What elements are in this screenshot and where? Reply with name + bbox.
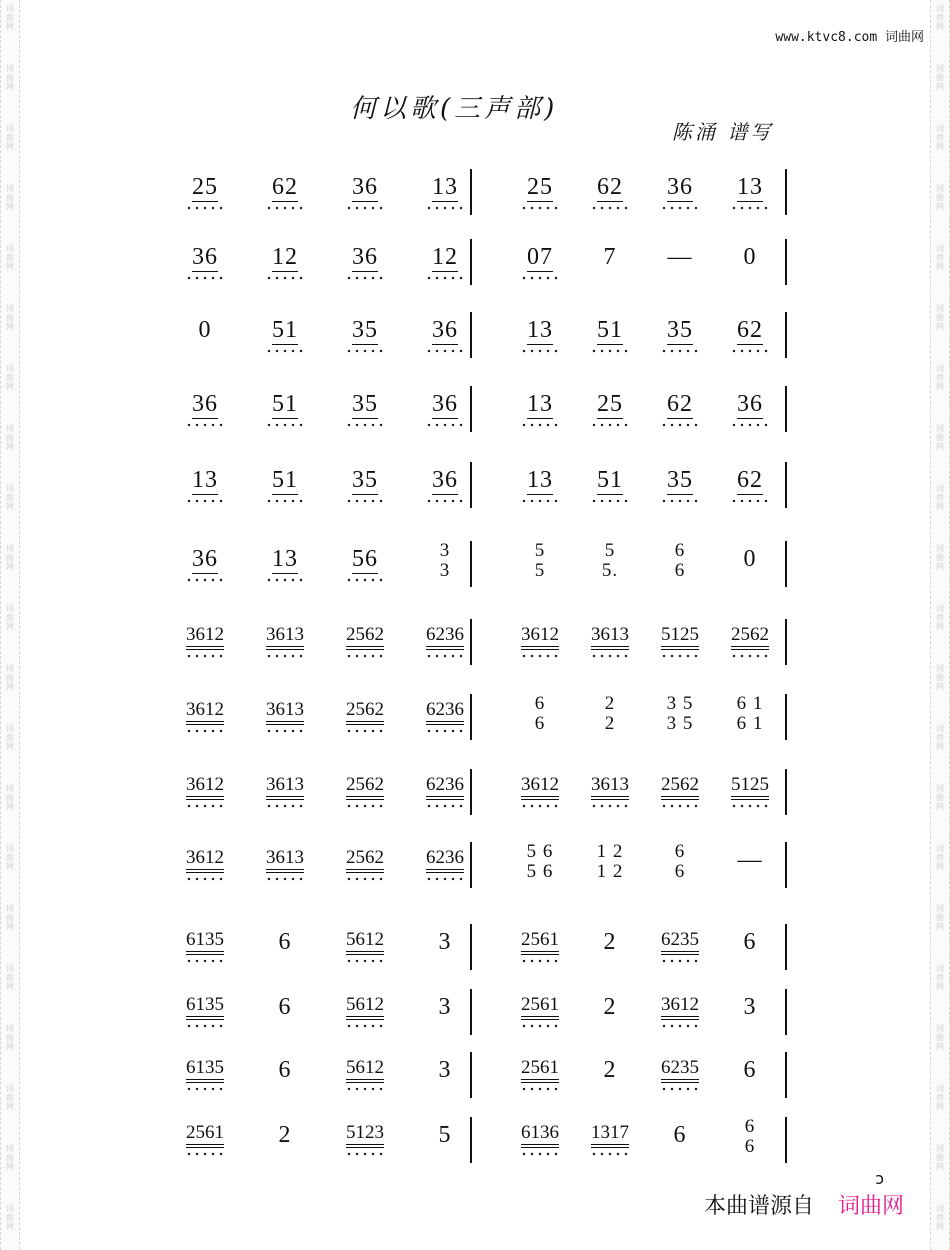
watermark-text: 词 曲 网: [936, 724, 944, 751]
watermark-text: 词 曲 网: [6, 904, 14, 931]
note-group-left: 25: [165, 175, 245, 211]
note-group-right: 35: [640, 318, 720, 354]
note-group-left: 5612: [325, 995, 405, 1029]
octave-dots: [267, 422, 303, 428]
note-group-left: 6236: [405, 848, 485, 882]
watermark-text: 词 曲 网: [936, 124, 944, 151]
octave-dots: [347, 728, 383, 734]
note-group-left: 3: [438, 929, 452, 955]
note-group-left: 51: [245, 392, 325, 428]
note-group-left: 3612: [165, 700, 245, 734]
note-group-right: 3612: [640, 995, 720, 1029]
octave-dots: [267, 498, 303, 504]
note-group-left: 2562: [325, 625, 405, 659]
octave-dots: [427, 653, 463, 659]
note-group-right: 2561: [500, 1058, 580, 1092]
watermark-text: 词 曲 网: [936, 1144, 944, 1171]
bar-line: [470, 842, 472, 888]
bar-line: [470, 541, 472, 587]
watermark-text: 词 曲 网: [6, 304, 14, 331]
note-group-left: 3: [438, 1057, 452, 1083]
note-group-right: 2: [603, 929, 617, 955]
octave-dots: [187, 1151, 223, 1157]
watermark-text: 词 曲 网: [936, 1204, 944, 1231]
watermark-text: 词 曲 网: [6, 364, 14, 391]
bar-line-end: [785, 386, 787, 432]
octave-dots: [187, 275, 223, 281]
watermark-text: 词 曲 网: [6, 184, 14, 211]
bar-line-end: [785, 169, 787, 215]
note-group-left: 5612: [325, 930, 405, 964]
watermark-text: 词 曲 网: [936, 424, 944, 451]
octave-dots: [347, 422, 383, 428]
octave-dots: [427, 205, 463, 211]
octave-dots: [187, 728, 223, 734]
octave-dots: [522, 1086, 558, 1092]
note-group-left: 6: [278, 994, 292, 1020]
note-group-right: 62: [710, 318, 790, 354]
note-group-right: 6 6: [674, 540, 686, 581]
bar-line: [470, 462, 472, 508]
note-group-left: 3612: [165, 848, 245, 882]
octave-dots: [732, 498, 768, 504]
octave-dots: [267, 275, 303, 281]
watermark-text: 词 曲 网: [6, 64, 14, 91]
octave-dots: [522, 498, 558, 504]
note-group-right: 13: [710, 175, 790, 211]
note-group-left: 36: [325, 245, 405, 281]
note-group-right: 51: [570, 468, 650, 504]
note-group-left: 2562: [325, 700, 405, 734]
note-group-left: 62: [245, 175, 325, 211]
octave-dots: [662, 803, 698, 809]
note-group-right: 62: [640, 392, 720, 428]
octave-dots: [592, 803, 628, 809]
watermark-text: 词 曲 网: [6, 1024, 14, 1051]
octave-dots: [662, 498, 698, 504]
octave-dots: [427, 422, 463, 428]
octave-dots: [592, 1151, 628, 1157]
octave-dots: [732, 653, 768, 659]
bar-line-end: [785, 619, 787, 665]
footer-site-link[interactable]: 词曲网: [837, 1194, 904, 1219]
watermark-text: 词 曲 网: [6, 724, 14, 751]
note-group-left: 2561: [165, 1123, 245, 1157]
note-group-right: 6: [743, 929, 757, 955]
note-group-left: 2: [278, 1122, 292, 1148]
octave-dots: [427, 348, 463, 354]
bar-line: [470, 694, 472, 740]
octave-dots: [347, 1023, 383, 1029]
watermark-text: 词 曲 网: [936, 364, 944, 391]
note-group-right: 13: [500, 392, 580, 428]
bar-line: [470, 924, 472, 970]
note-group-right: 35: [640, 468, 720, 504]
note-group-right: 2562: [640, 775, 720, 809]
watermark-text: 词 曲 网: [6, 844, 14, 871]
octave-dots: [347, 348, 383, 354]
octave-dots: [522, 958, 558, 964]
octave-dots: [427, 876, 463, 882]
octave-dots: [427, 275, 463, 281]
watermark-text: 词 曲 网: [936, 784, 944, 811]
bar-line-end: [785, 769, 787, 815]
watermark-text: 词 曲 网: [936, 1084, 944, 1111]
octave-dots: [522, 653, 558, 659]
octave-dots: [187, 653, 223, 659]
note-group-left: 3612: [165, 775, 245, 809]
watermark-text: 词 曲 网: [6, 544, 14, 571]
note-group-right: 6235: [640, 1058, 720, 1092]
note-group-right: 2 2: [604, 693, 616, 734]
note-group-right: 5 6 5 6: [526, 841, 554, 882]
watermark-text: 词 曲 网: [936, 184, 944, 211]
note-group-right: 1317: [570, 1123, 650, 1157]
note-group-left: 35: [325, 318, 405, 354]
octave-dots: [592, 498, 628, 504]
octave-dots: [267, 653, 303, 659]
note-group-left: 2562: [325, 848, 405, 882]
watermark-text: 词 曲 网: [6, 4, 14, 31]
note-group-left: 3 3: [439, 540, 451, 581]
note-group-right: 25: [570, 392, 650, 428]
watermark-text: 词 曲 网: [936, 904, 944, 931]
bar-line-end: [785, 924, 787, 970]
watermark-text: 词 曲 网: [6, 424, 14, 451]
note-group-left: 0: [198, 317, 212, 343]
octave-dots: [267, 803, 303, 809]
note-group-right: 62: [710, 468, 790, 504]
note-group-right: 6: [673, 1122, 687, 1148]
note-group-right: 6 6: [534, 693, 546, 734]
note-group-right: 1 2 1 2: [596, 841, 624, 882]
octave-dots: [522, 348, 558, 354]
watermark-text: 词 曲 网: [6, 244, 14, 271]
octave-dots: [187, 577, 223, 583]
watermark-text: 词 曲 网: [936, 64, 944, 91]
note-group-right: 3: [743, 994, 757, 1020]
note-group-right: 2561: [500, 930, 580, 964]
note-group-left: 2562: [325, 775, 405, 809]
octave-dots: [187, 958, 223, 964]
watermark-text: 词 曲 网: [936, 304, 944, 331]
bar-line-end: [785, 239, 787, 285]
bar-line-end: [785, 842, 787, 888]
octave-dots: [427, 728, 463, 734]
page-turn-mark: ↄ: [875, 1169, 884, 1188]
note-group-right: 51: [570, 318, 650, 354]
note-group-left: 35: [325, 468, 405, 504]
watermark-text: 词 曲 网: [6, 1084, 14, 1111]
note-group-right: 7: [603, 244, 617, 270]
bar-line: [470, 312, 472, 358]
note-group-right: 5 5: [534, 540, 546, 581]
note-group-left: 36: [405, 318, 485, 354]
octave-dots: [592, 422, 628, 428]
note-group-right: 6235: [640, 930, 720, 964]
note-group-right: 6 6: [744, 1116, 756, 1157]
watermark-text: 词 曲 网: [6, 1144, 14, 1171]
note-group-right: 3612: [500, 775, 580, 809]
note-group-left: 12: [245, 245, 325, 281]
note-group-left: 13: [405, 175, 485, 211]
note-group-left: 12: [405, 245, 485, 281]
octave-dots: [732, 205, 768, 211]
octave-dots: [267, 876, 303, 882]
bar-line-end: [785, 1117, 787, 1163]
octave-dots: [522, 205, 558, 211]
octave-dots: [522, 803, 558, 809]
watermark-text: 词 曲 网: [6, 784, 14, 811]
watermark-text: 词 曲 网: [6, 664, 14, 691]
bar-line: [470, 1117, 472, 1163]
bar-line: [470, 239, 472, 285]
bar-line-end: [785, 694, 787, 740]
note-group-right: 6 1 6 1: [736, 693, 764, 734]
watermark-text: 词 曲 网: [6, 124, 14, 151]
octave-dots: [662, 1086, 698, 1092]
note-group-left: 6236: [405, 775, 485, 809]
note-group-left: 13: [165, 468, 245, 504]
octave-dots: [187, 205, 223, 211]
bar-line: [470, 169, 472, 215]
note-group-left: 3613: [245, 625, 325, 659]
note-group-right: —: [737, 847, 763, 873]
note-group-right: 13: [500, 318, 580, 354]
note-group-left: 5: [438, 1122, 452, 1148]
octave-dots: [662, 653, 698, 659]
note-group-left: 51: [245, 318, 325, 354]
bar-line: [470, 619, 472, 665]
bar-line: [470, 1052, 472, 1098]
score-title: 何以歌(三声部): [350, 94, 559, 124]
bar-line-end: [785, 462, 787, 508]
note-group-left: 3612: [165, 625, 245, 659]
watermark-text: 词 曲 网: [936, 544, 944, 571]
note-group-right: 2: [603, 994, 617, 1020]
site-url[interactable]: www.ktvc8.com 词曲网: [775, 30, 924, 45]
watermark-text: 词 曲 网: [936, 844, 944, 871]
note-group-right: 6136: [500, 1123, 580, 1157]
octave-dots: [347, 958, 383, 964]
octave-dots: [522, 1151, 558, 1157]
note-group-right: 2: [603, 1057, 617, 1083]
octave-dots: [347, 653, 383, 659]
octave-dots: [267, 205, 303, 211]
note-group-left: 51: [245, 468, 325, 504]
note-group-right: 5125: [640, 625, 720, 659]
watermark-text: 词 曲 网: [936, 1024, 944, 1051]
note-group-left: 56: [325, 547, 405, 583]
octave-dots: [662, 422, 698, 428]
note-group-left: 13: [245, 547, 325, 583]
note-group-right: 25: [500, 175, 580, 211]
note-group-left: 5123: [325, 1123, 405, 1157]
watermark-text: 词 曲 网: [936, 604, 944, 631]
octave-dots: [347, 275, 383, 281]
note-group-left: 36: [405, 468, 485, 504]
note-group-right: 36: [710, 392, 790, 428]
octave-dots: [592, 205, 628, 211]
octave-dots: [347, 876, 383, 882]
watermark-text: 词 曲 网: [6, 604, 14, 631]
bar-line: [470, 769, 472, 815]
note-group-left: 6135: [165, 1058, 245, 1092]
note-group-right: 0: [743, 546, 757, 572]
note-group-right: 5 5.: [601, 540, 619, 581]
watermark-text: 词 曲 网: [936, 244, 944, 271]
bar-line-end: [785, 989, 787, 1035]
note-group-left: 5612: [325, 1058, 405, 1092]
note-group-left: 36: [165, 547, 245, 583]
note-group-left: 6236: [405, 625, 485, 659]
footer-source-label: 本曲谱源自: [703, 1194, 814, 1219]
note-group-left: 6135: [165, 930, 245, 964]
octave-dots: [522, 275, 558, 281]
octave-dots: [267, 577, 303, 583]
note-group-left: 36: [165, 392, 245, 428]
bar-line: [470, 386, 472, 432]
note-group-left: 6135: [165, 995, 245, 1029]
note-group-right: 0: [743, 244, 757, 270]
octave-dots: [427, 803, 463, 809]
bar-line-end: [785, 1052, 787, 1098]
note-group-left: 3613: [245, 848, 325, 882]
score-author: 陈涌 谱写: [672, 120, 774, 144]
bar-line-end: [785, 541, 787, 587]
note-group-right: 36: [640, 175, 720, 211]
note-group-right: 3613: [570, 625, 650, 659]
note-group-right: —: [667, 244, 693, 270]
octave-dots: [732, 803, 768, 809]
watermark-text: 词 曲 网: [936, 664, 944, 691]
octave-dots: [187, 876, 223, 882]
note-group-left: 3613: [245, 700, 325, 734]
note-group-right: 2562: [710, 625, 790, 659]
watermark-text: 词 曲 网: [6, 1204, 14, 1231]
note-group-left: 6: [278, 1057, 292, 1083]
note-group-right: 5125: [710, 775, 790, 809]
octave-dots: [187, 1086, 223, 1092]
note-group-left: 36: [405, 392, 485, 428]
watermark-text: 词 曲 网: [936, 484, 944, 511]
bar-line-end: [785, 312, 787, 358]
octave-dots: [347, 205, 383, 211]
octave-dots: [187, 422, 223, 428]
note-group-left: 36: [325, 175, 405, 211]
note-group-right: 13: [500, 468, 580, 504]
octave-dots: [662, 1023, 698, 1029]
octave-dots: [187, 498, 223, 504]
octave-dots: [662, 958, 698, 964]
octave-dots: [732, 422, 768, 428]
note-group-left: 35: [325, 392, 405, 428]
octave-dots: [347, 577, 383, 583]
note-group-left: 3613: [245, 775, 325, 809]
note-group-right: 3 5 3 5: [666, 693, 694, 734]
octave-dots: [347, 1086, 383, 1092]
note-group-left: 6236: [405, 700, 485, 734]
octave-dots: [662, 348, 698, 354]
note-group-left: 6: [278, 929, 292, 955]
octave-dots: [592, 348, 628, 354]
note-group-right: 62: [570, 175, 650, 211]
watermark-text: 词 曲 网: [6, 484, 14, 511]
watermark-text: 词 曲 网: [936, 964, 944, 991]
octave-dots: [592, 653, 628, 659]
octave-dots: [732, 348, 768, 354]
octave-dots: [267, 728, 303, 734]
octave-dots: [187, 803, 223, 809]
watermark-text: 词 曲 网: [6, 964, 14, 991]
bar-line: [470, 989, 472, 1035]
watermark-text: 词 曲 网: [936, 4, 944, 31]
octave-dots: [662, 205, 698, 211]
octave-dots: [522, 422, 558, 428]
note-group-right: 07: [500, 245, 580, 281]
note-group-left: 36: [165, 245, 245, 281]
octave-dots: [427, 498, 463, 504]
octave-dots: [347, 803, 383, 809]
octave-dots: [347, 498, 383, 504]
octave-dots: [347, 1151, 383, 1157]
note-group-right: 6 6: [674, 841, 686, 882]
note-group-right: 3612: [500, 625, 580, 659]
octave-dots: [267, 348, 303, 354]
note-group-right: 2561: [500, 995, 580, 1029]
note-group-right: 6: [743, 1057, 757, 1083]
octave-dots: [522, 1023, 558, 1029]
octave-dots: [187, 1023, 223, 1029]
note-group-right: 3613: [570, 775, 650, 809]
note-group-left: 3: [438, 994, 452, 1020]
